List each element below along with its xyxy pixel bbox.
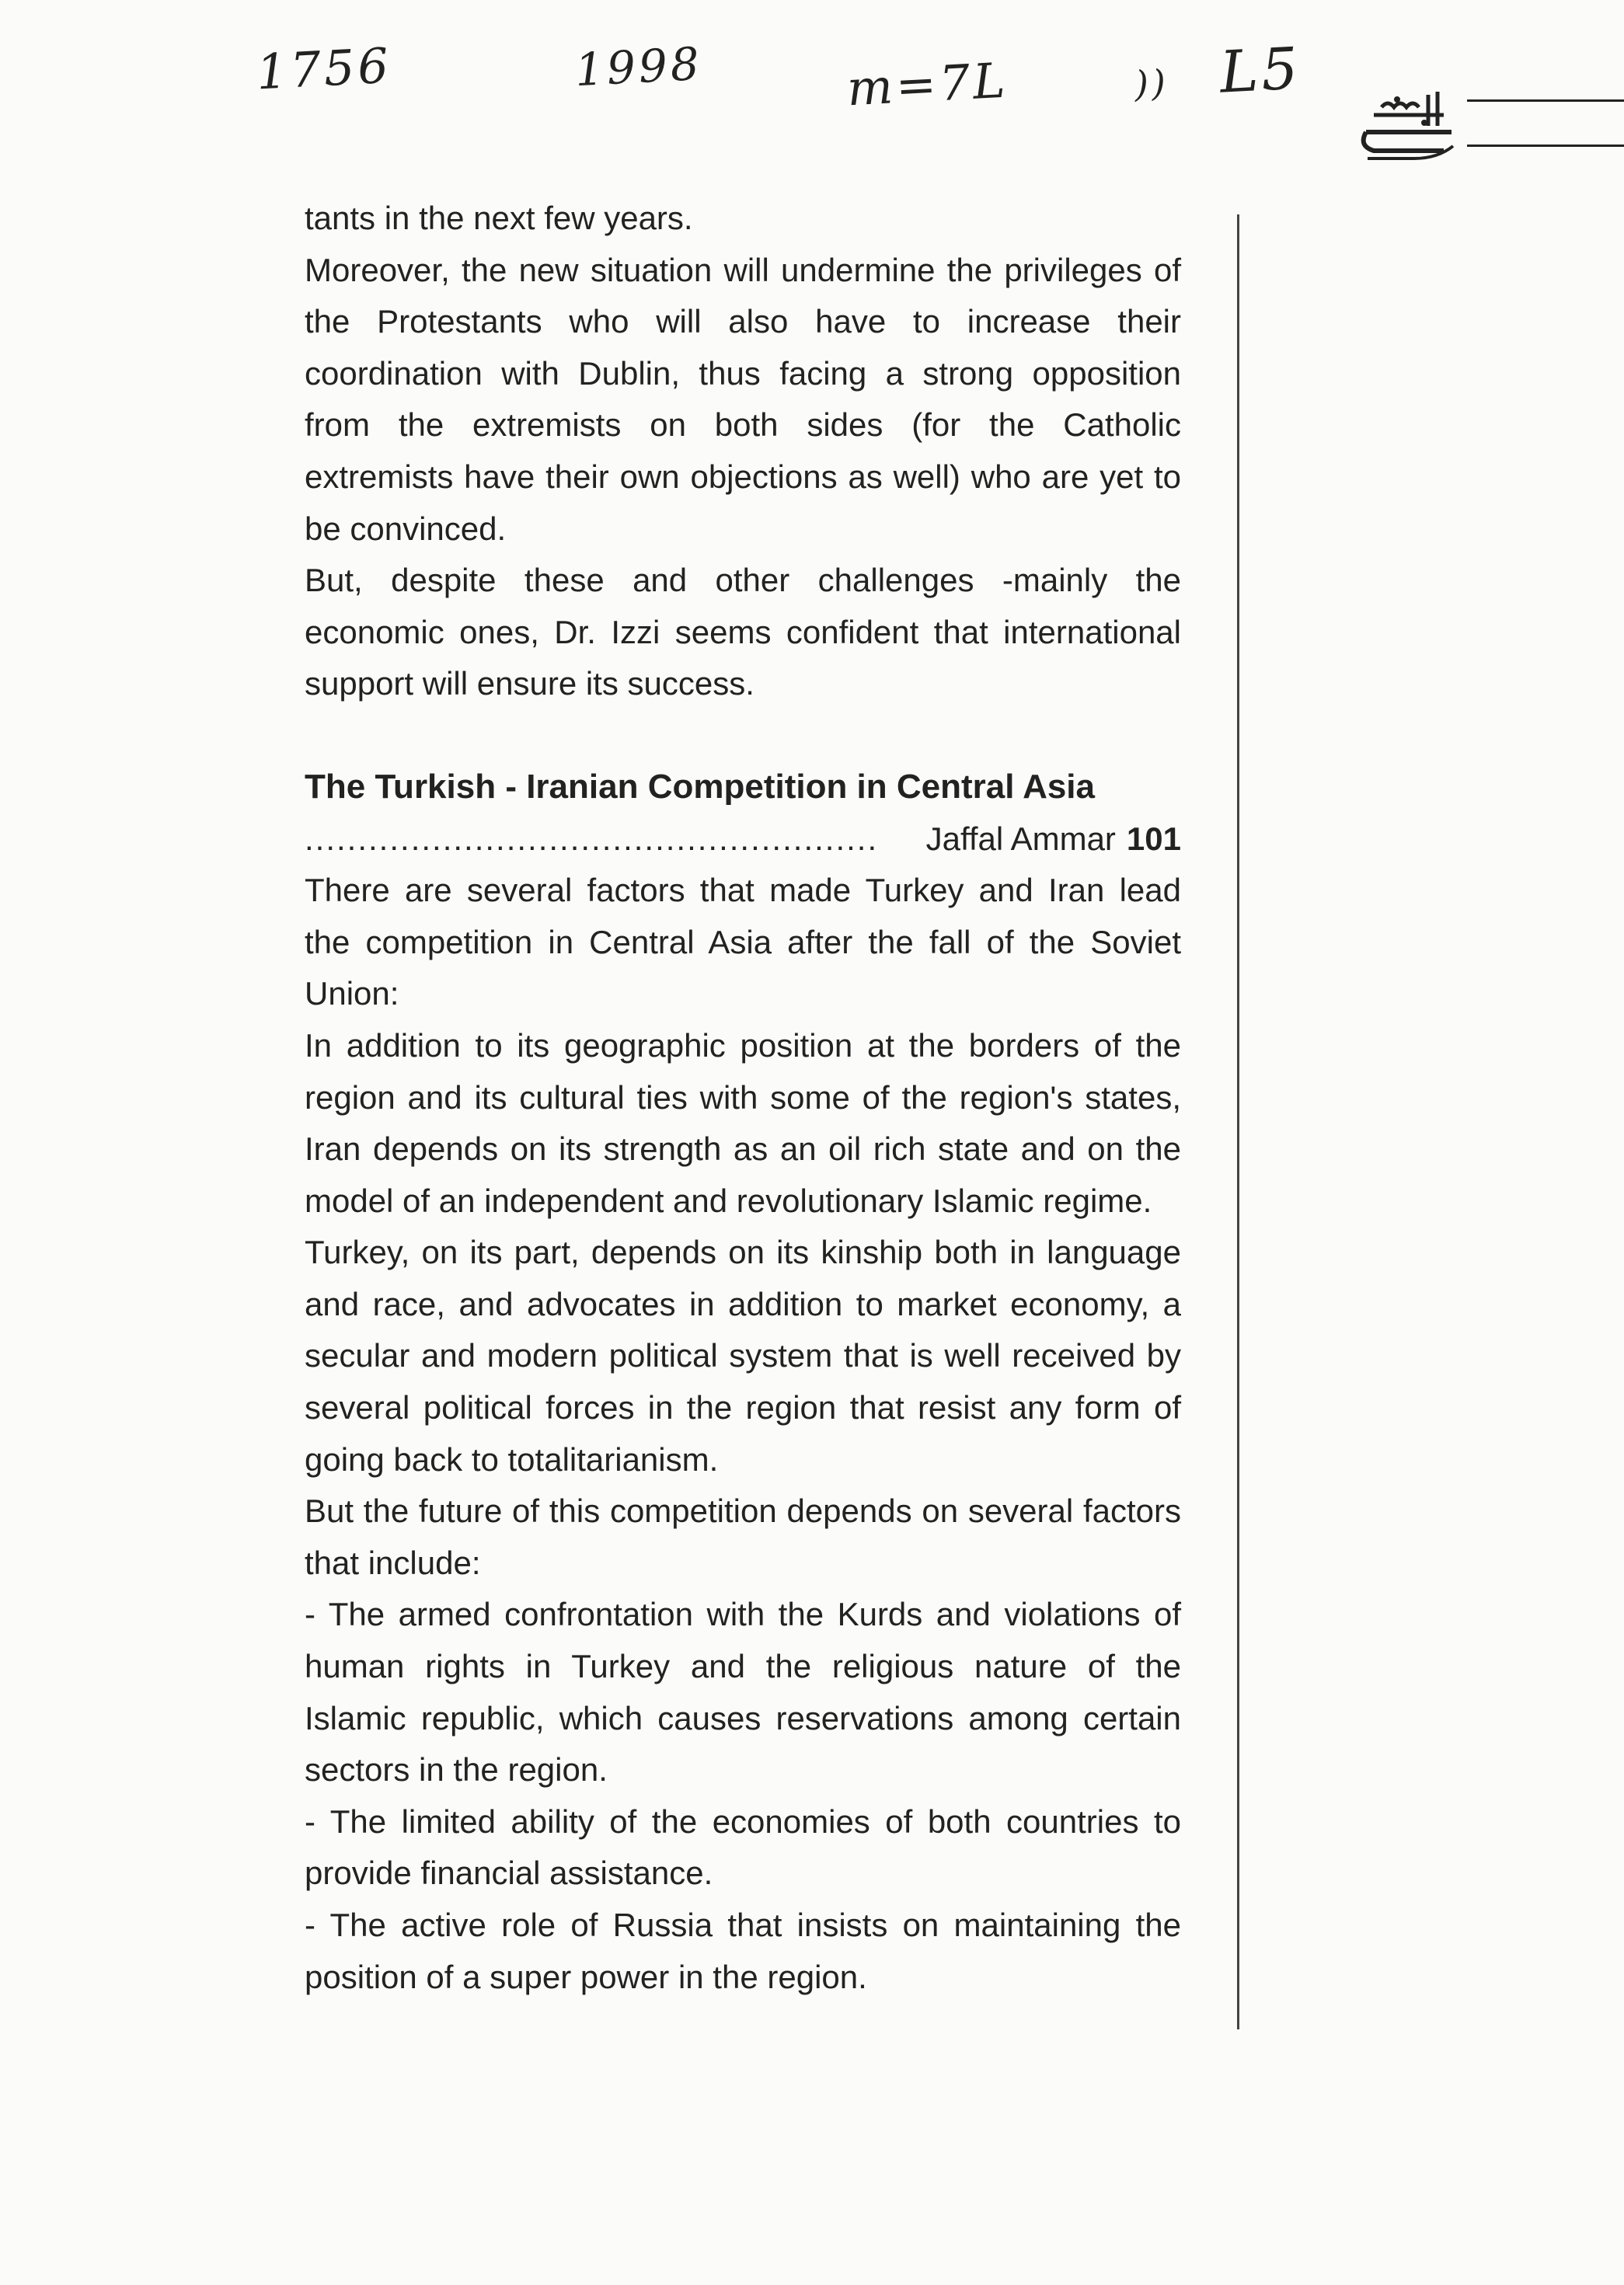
paragraph: But, despite these and other challenges -mainly the economic ones, Dr. Izzi seems confident that international support will ensure its success. [305, 562, 1181, 702]
masthead-rule [1467, 99, 1624, 102]
masthead-rule [1467, 145, 1624, 147]
paragraph: There are several factors that made Turkey and Iran lead the competition in Central Asia after the fall of the Soviet Union: [305, 872, 1181, 1012]
paragraph: - The limited ability of the economies of both countries to provide financial assistance. [305, 1803, 1181, 1892]
article-title: The Turkish - Iranian Competition in Central Asia [305, 767, 1096, 806]
handwritten-note: 1998 [573, 37, 704, 97]
handwritten-note: )) [1133, 61, 1170, 106]
paragraph: - The active role of Russia that insists on maintaining the position of a super power in the region. [305, 1907, 1181, 1995]
handwritten-note: 1756 [255, 37, 393, 101]
handwritten-note: m=7L [845, 51, 1010, 117]
paragraph: Turkey, on its part, depends on its kinship both in language and race, and advocates in addition to market economy, a secular and modern political system that is well received by several political forces in the region that resist any form of going back to totalitarianism. [305, 1234, 1181, 1478]
page-number: 101 [1126, 820, 1181, 857]
arabic-journal-logo-icon [1350, 84, 1467, 171]
paragraph: In addition to its geographic position at the borders of the region and its cultural ties with some of the region's states, Iran depends on its strength as an oil rich state and on the model of an independent and revolutionary Islamic regime. [305, 1026, 1181, 1219]
leader-dots: ...................................................... [305, 820, 879, 857]
paragraph: - The armed confrontation with the Kurds and violations of human rights in Turkey and the religious nature of the Islamic republic, which causes reservations among certain sectors in the region. [305, 1596, 1181, 1789]
paragraph: But the future of this competition depends on several factors that include: [305, 1493, 1181, 1581]
handwritten-note: L5 [1218, 35, 1303, 106]
byline [305, 813, 1181, 866]
margin-rule [1237, 214, 1239, 2029]
text-column [305, 193, 1181, 2003]
author-name: Jaffal Ammar [925, 820, 1116, 857]
paragraph: tants in the next few years. [305, 200, 693, 236]
paragraph: Moreover, the new situation will undermine the privileges of the Protestants who will also have to increase their coordination with Dublin, thus facing a strong opposition from the extremists on both sides (for the Catholic extremists have their own objections as well) who are yet to be convinced. [305, 251, 1181, 547]
